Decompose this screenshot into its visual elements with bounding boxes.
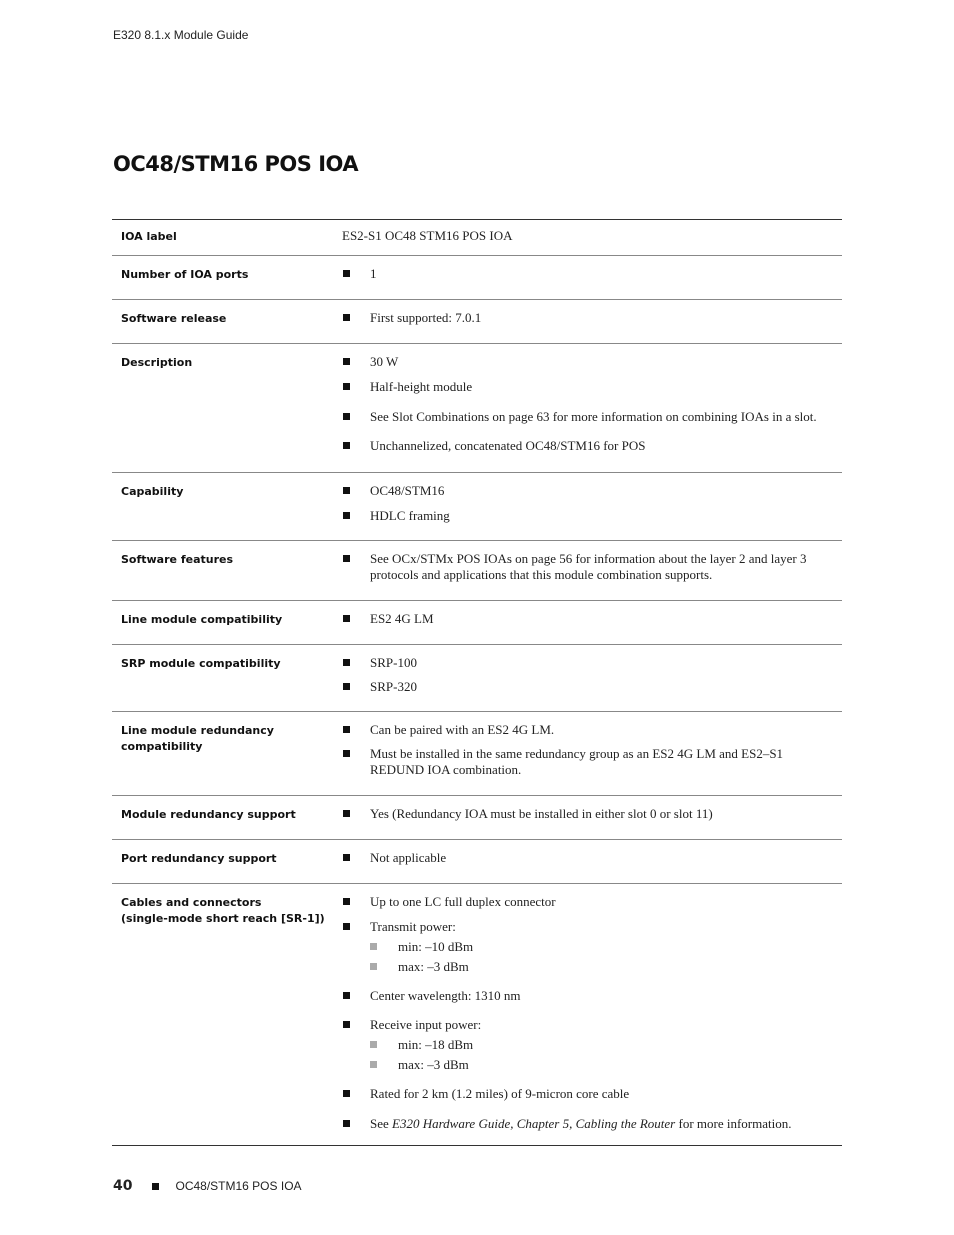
row-ports bbox=[112, 256, 842, 300]
page-number: 40 bbox=[113, 1178, 133, 1194]
bullet-icon bbox=[343, 512, 350, 519]
bullet-icon bbox=[343, 854, 350, 861]
row-label: Description bbox=[121, 356, 193, 369]
bullet-icon bbox=[343, 615, 350, 622]
bullet-icon bbox=[343, 1090, 350, 1097]
row-software-release bbox=[112, 300, 842, 344]
bullet-icon bbox=[343, 923, 350, 930]
bullet-icon bbox=[343, 487, 350, 494]
sub-list-item: min: –18 dBm bbox=[370, 1037, 836, 1053]
row-software-features bbox=[112, 541, 842, 601]
list-item: ES2 4G LM bbox=[342, 611, 842, 627]
list-item: Center wavelength: 1310 nm bbox=[342, 988, 842, 1004]
row-line-module-redundancy bbox=[112, 712, 842, 796]
row-port-redundancy bbox=[112, 840, 842, 884]
list-item: Unchannelized, concatenated OC48/STM16 for POS bbox=[342, 438, 842, 454]
page-footer bbox=[113, 1178, 302, 1194]
list-item: Must be installed in the same redundancy group as an ES2 4G LM and ES2–S1 REDUND IOA combination. bbox=[342, 746, 842, 778]
row-capability bbox=[112, 473, 842, 541]
page-title: OC48/STM16 POS IOA bbox=[113, 152, 359, 176]
row-ioa-label bbox=[112, 220, 842, 256]
list-item: See Slot Combinations on page 63 for more information on combining IOAs in a slot. bbox=[342, 409, 842, 425]
row-module-redundancy bbox=[112, 796, 842, 840]
row-value: ES2-S1 OC48 STM16 POS IOA bbox=[342, 228, 513, 243]
sub-list-item: min: –10 dBm bbox=[370, 939, 836, 955]
row-label: Software release bbox=[121, 312, 227, 325]
row-label: Line module compatibility bbox=[121, 613, 283, 626]
bullet-icon bbox=[343, 726, 350, 733]
list-item: Receive input power: min: –18 dBm max: –3 dBm bbox=[342, 1017, 842, 1073]
sub-bullet-icon bbox=[370, 943, 377, 950]
list-item: SRP-320 bbox=[342, 679, 842, 695]
list-item: Yes (Redundancy IOA must be installed in either slot 0 or slot 11) bbox=[342, 806, 842, 822]
sub-list-item: max: –3 dBm bbox=[370, 959, 836, 975]
list-item: HDLC framing bbox=[342, 508, 842, 524]
list-item: First supported: 7.0.1 bbox=[342, 310, 842, 326]
row-label: Cables and connectors (single-mode short reach [SR-1]) bbox=[121, 896, 325, 925]
list-item: Half-height module bbox=[342, 379, 842, 395]
list-item: SRP-100 bbox=[342, 655, 842, 671]
list-item: Not applicable bbox=[342, 850, 842, 866]
row-label: Number of IOA ports bbox=[121, 268, 249, 281]
list-item: Transmit power: min: –10 dBm max: –3 dBm bbox=[342, 919, 842, 975]
list-item: Can be paired with an ES2 4G LM. bbox=[342, 722, 842, 738]
row-label: SRP module compatibility bbox=[121, 657, 281, 670]
bullet-icon bbox=[343, 659, 350, 666]
hardware-guide-reference: E320 Hardware Guide, Chapter 5, Cabling the Router bbox=[392, 1116, 676, 1131]
bullet-icon bbox=[343, 898, 350, 905]
bullet-icon bbox=[152, 1183, 159, 1190]
bullet-icon bbox=[343, 413, 350, 420]
sub-bullet-icon bbox=[370, 963, 377, 970]
row-srp-compatibility bbox=[112, 645, 842, 712]
spec-table bbox=[112, 219, 842, 1146]
bullet-icon bbox=[343, 810, 350, 817]
list-item: OC48/STM16 bbox=[342, 483, 842, 499]
bullet-icon bbox=[343, 1021, 350, 1028]
list-item: Rated for 2 km (1.2 miles) of 9-micron core cable bbox=[342, 1086, 842, 1102]
list-item: See OCx/STMx POS IOAs on page 56 for information about the layer 2 and layer 3 protocols and applications that this module combination supports. bbox=[342, 551, 842, 583]
list-item: 30 W bbox=[342, 354, 842, 370]
bullet-icon bbox=[343, 683, 350, 690]
row-label: Module redundancy support bbox=[121, 808, 296, 821]
footer-section-title: OC48/STM16 POS IOA bbox=[175, 1179, 302, 1193]
bullet-icon bbox=[343, 442, 350, 449]
sub-bullet-icon bbox=[370, 1061, 377, 1068]
list-item: 1 bbox=[342, 266, 842, 282]
sub-bullet-icon bbox=[370, 1041, 377, 1048]
row-description bbox=[112, 344, 842, 473]
row-label: IOA label bbox=[121, 230, 177, 243]
bullet-icon bbox=[343, 555, 350, 562]
running-header: E320 8.1.x Module Guide bbox=[113, 28, 249, 42]
list-item: See E320 Hardware Guide, Chapter 5, Cabling the Router for more information. bbox=[342, 1116, 842, 1132]
bullet-icon bbox=[343, 750, 350, 757]
bullet-icon bbox=[343, 270, 350, 277]
bullet-icon bbox=[343, 383, 350, 390]
row-label: Line module redundancy compatibility bbox=[121, 724, 274, 753]
row-label: Port redundancy support bbox=[121, 852, 277, 865]
row-cables-connectors bbox=[112, 884, 842, 1146]
row-label: Software features bbox=[121, 553, 234, 566]
bullet-icon bbox=[343, 992, 350, 999]
sub-list-item: max: –3 dBm bbox=[370, 1057, 836, 1073]
list-item: Up to one LC full duplex connector bbox=[342, 894, 842, 910]
bullet-icon bbox=[343, 358, 350, 365]
row-line-module-compatibility bbox=[112, 601, 842, 645]
row-label: Capability bbox=[121, 485, 184, 498]
bullet-icon bbox=[343, 314, 350, 321]
bullet-icon bbox=[343, 1120, 350, 1127]
